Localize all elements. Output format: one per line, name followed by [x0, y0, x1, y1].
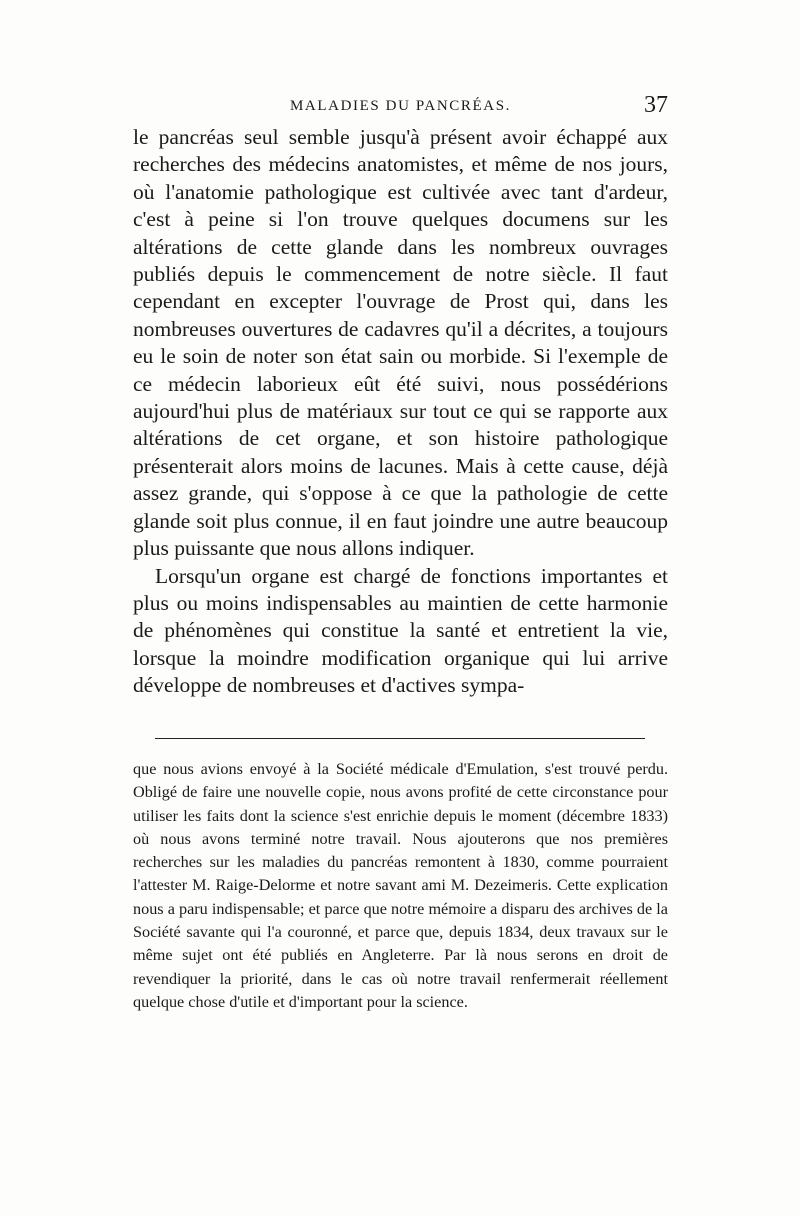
paragraph: Lorsqu'un organe est chargé de fonctions importantes et plus ou moins indispensables au maintien de cette harmonie de phénomènes qui constitue la santé et entretient la vie, lorsque la moindre modification organique qui lui arrive développe de nombreuses et d'actives sympa-: [133, 563, 668, 698]
main-text: [133, 124, 668, 700]
page-number: 37: [644, 92, 668, 118]
running-head: [133, 92, 668, 126]
paragraph: le pancréas seul semble jusqu'à présent avoir échappé aux recherches des médecins anatomistes, et même de nos jours, où l'anatomie pathologique est cultivée avec tant d'ardeur, c'est à peine si l'on trouve quelques documens sur les altérations de cette glande dans les nombreux ouvrages publiés depuis le commencement de notre siècle. Il faut cependant en excepter l'ouvrage de Prost qui, dans les nombreuses ouvertures de cadavres qu'il a décrites, a toujours eu le soin de noter son état sain ou morbide. Si l'exemple de ce médecin laborieux eût été suivi, nous possédérions aujourd'hui plus de matériaux sur tout ce qui se rapporte aux altérations de cet organe, et son histoire pathologique présenterait alors moins de lacunes. Mais à cette cause, déjà assez grande, qui s'oppose à ce que la pathologie de cette glande soit plus connue, il en faut joindre une autre beaucoup plus puissante que nous allons indiquer.: [133, 125, 668, 561]
running-title: MALADIES DU PANCRÉAS.: [290, 98, 511, 114]
footnote-text: que nous avions envoyé à la Société médicale d'Emulation, s'est trouvé perdu. Obligé de faire une nouvelle copie, nous avons profité de cette circonstance pour utiliser les faits dont la science s'est enrichie depuis le moment (décembre 1833) où nous avons terminé notre travail. Nous ajouterons que nos premières recherches sur les maladies du pancréas remontent à 1830, comme pourraient l'attester M. Raige-Delorme et notre savant ami M. Dezeimeris. Cette explication nous a paru indispensable; et parce que notre mémoire a disparu des archives de la Société savante qui l'a couronné, et parce que, depuis 1834, deux travaux sur le même sujet ont été publiés en Angleterre. Par là nous serons en droit de revendiquer la priorité, dans le cas où notre travail renfermerait réellement quelque chose d'utile et d'important pour la science.: [133, 760, 668, 1011]
footnote: [133, 758, 668, 1014]
footnote-rule: [155, 738, 645, 739]
